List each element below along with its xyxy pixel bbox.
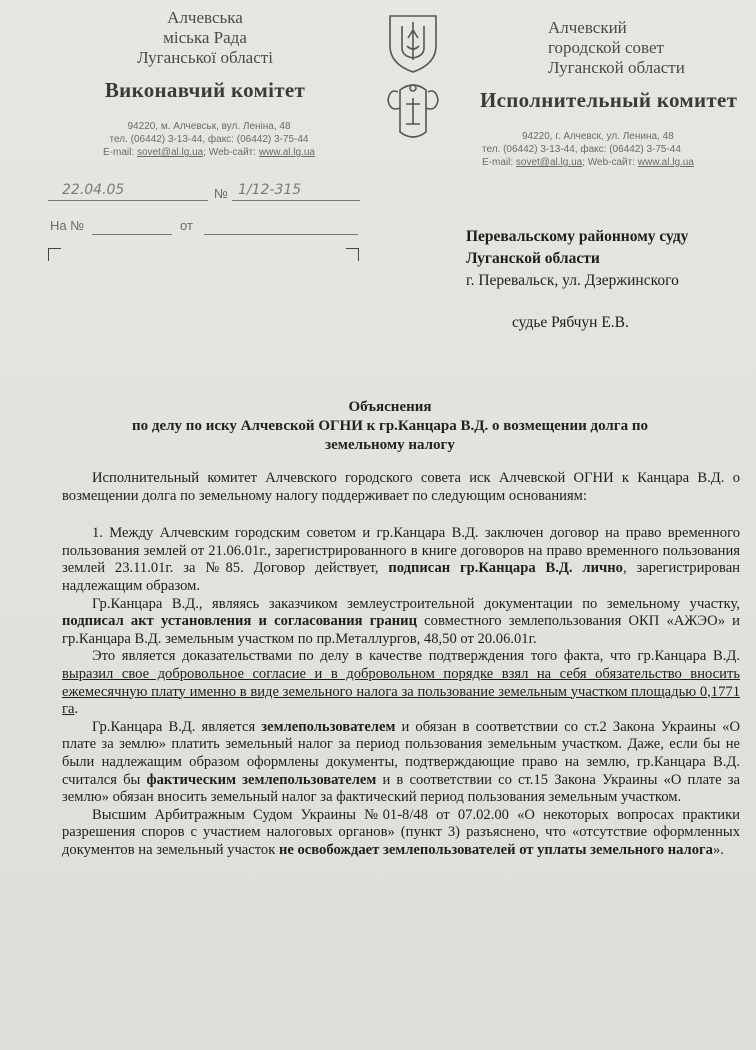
email-web-ua: E-mail: sovet@al.lg.ua; Web-сайт: www.al.lg.ua: [103, 147, 315, 158]
document-title: [40, 398, 740, 455]
paragraph-arbitration: Высшим Арбитражным Судом Украины №01-8/48 от 07.02.00 «О некоторых вопросах практики разрешения споров с участием налоговых органов» (пункт 3) разъяснено, что «отсутствие оформленных документов на земельный участок не освобождает землепользователей от уплаты земельного налога».: [62, 806, 740, 858]
actual-land-user-emphasis: фактическим землепользователем: [146, 771, 377, 788]
web-link-ua: www.al.lg.ua: [258, 147, 315, 158]
council-name-ru-line3: Луганской области: [548, 58, 685, 77]
coat-of-arms-icon: [378, 8, 448, 148]
committee-name-ua: Виконавчий комітет: [104, 78, 306, 102]
boundary-act-emphasis: подписал акт установления и согласования границ: [62, 613, 417, 630]
paragraph-land-user: Гр.Канцара В.Д. является землепользователем и обязан в соответствии со ст.2 Закона Украины «О плате за землю» платить земельный налог за период пользования земельным участком. Даже, если бы не были надлежащим образом оформлены документы, подтверждающие право на землю, гр.Канцара В.Д. считался бы фактическим землепользователем и в соответствии со ст.15 Закона Украины «О плате за землю» обязан вносить земельный налог за фактический период пользования земельным участком.: [62, 718, 741, 806]
council-name-ua-line2: міська Рада: [163, 28, 247, 47]
title-line2: по делу по иску Алчевской ОГНИ к гр.Канцара В.Д. о возмещении долга по: [132, 418, 648, 434]
address-corner-left: [48, 248, 61, 261]
phone-ru: тел. (06442) 3-13-44, факс: (06442) 3-75-44: [482, 144, 681, 155]
title-line3: земельному налогу: [325, 437, 455, 453]
reference-number-underline: [92, 234, 172, 235]
number-label: №: [214, 186, 228, 201]
phone-ua: тел. (06442) 3-13-44, факс: (06442) 3-75-44: [109, 134, 309, 145]
paragraph-intro: Исполнительный комитет Алчевского городского совета иск Алчевской ОГНИ к Канцара В.Д. о возмещении долга по земельному налогу поддерживает по следующим основаниям:: [62, 470, 740, 504]
email-web-ru: E-mail: sovet@al.lg.ua; Web-сайт: www.al.lg.ua: [482, 157, 694, 168]
outgoing-date: 22.04.05: [62, 182, 125, 198]
addressee-street: г. Перевальск, ул. Дзержинского: [466, 272, 679, 289]
web-link-ru: www.al.lg.ua: [637, 157, 694, 168]
reference-number-label: На №: [50, 218, 85, 233]
date-underline: [48, 200, 208, 201]
reference-from-label: от: [180, 218, 193, 233]
no-exemption-emphasis: не освобождает землепользователей от уплаты земельного налога: [278, 841, 713, 858]
email-link-ru: sovet@al.lg.ua: [515, 157, 583, 168]
paragraph-boundary-act: Гр.Канцара В.Д., являясь заказчиком землеустроительной документации по земельному участку, подписал акт установления и согласования границ совместного землепользования ОКП «АЖЭО» и гр.Канцара В.Д. земельным участком по пр.Металлургов, 48,50 от 20.06.01г.: [62, 595, 740, 647]
letterhead-right: [480, 18, 756, 113]
addressee-judge: судье Рябчун Е.В.: [512, 314, 629, 331]
addressee-region: Луганской области: [466, 250, 600, 267]
council-name-ru-line1: Алчевский: [548, 18, 627, 37]
paragraph-contract: 1. Между Алчевским городским советом и гр.Канцара В.Д. заключен договор на право временного пользования землей от 21.06.01г., зарегистрированного в книге договоров на право временного пользования землей 23.11.01г. за №85. Договор действует, подписан гр.Канцара В.Д. лично, зарегистрирован надлежащим образом.: [62, 525, 740, 594]
addressee-court: Перевальскому районному суду: [466, 228, 689, 245]
email-link-ua: sovet@al.lg.ua: [136, 147, 204, 158]
reference-date-underline: [204, 234, 358, 235]
land-user-emphasis: землепользователем: [261, 718, 396, 735]
address-ru: 94220, г. Алчевск, ул. Ленина, 48: [522, 131, 674, 142]
voluntary-consent-underline: выразил свое добровольное согласие и в добровольном порядке взял на себя обязательство вносить ежемесячную плату именно в виде земельного налога за пользование земельным участком площадью 0,1771 га: [62, 665, 740, 718]
address-corner-right: [346, 248, 359, 261]
council-name-ua-line3: Луганської області: [137, 48, 273, 67]
signed-personally-emphasis: подписан гр.Канцара В.Д. лично: [388, 560, 623, 577]
outgoing-number: 1/12-315: [238, 182, 302, 198]
number-underline: [232, 200, 360, 201]
paragraph-evidence: Это является доказательствами по делу в качестве подтверждения того факта, что гр.Канцара В.Д. выразил свое добровольное согласие и в добровольном порядке взял на себя обязательство вносить ежемесячную плату именно в виде земельного налога за пользование земельным участком площадью 0,1771 га.: [62, 648, 740, 718]
letterhead-left: [60, 8, 350, 103]
addressee-block: [466, 226, 756, 292]
contacts-right: [482, 130, 756, 169]
council-name-ru-line2: городской совет: [548, 38, 664, 57]
contacts-left: [64, 120, 354, 159]
title-line1: Объяснения: [348, 399, 432, 415]
address-ua: 94220, м. Алчевськ, вул. Леніна, 48: [127, 121, 291, 132]
council-name-ua-line1: Алчевська: [167, 8, 243, 27]
committee-name-ru: Исполнительный комитет: [480, 88, 738, 112]
document-body: [62, 470, 740, 859]
